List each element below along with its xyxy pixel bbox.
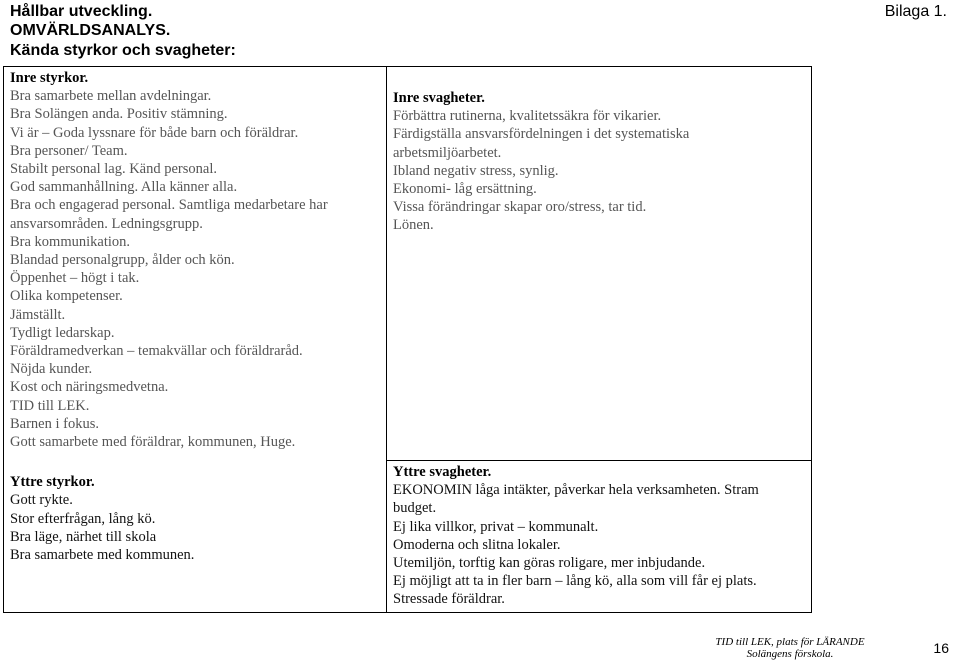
footer-name: Solängens förskola.	[746, 648, 834, 660]
inner-weaknesses-list	[393, 107, 805, 234]
list-item: Bra samarbete mellan avdelningar.	[10, 88, 212, 105]
list-item: Öppenhet – högt i tak.	[10, 270, 140, 287]
list-item: Färdigställa ansvarsfördelningen i det systematiska	[393, 126, 690, 143]
list-item: Bra och engagerad personal. Samtliga medarbetare har	[10, 197, 328, 214]
list-item: Bra läge, närhet till skola	[10, 528, 157, 545]
list-item: EKONOMIN låga intäkter, påverkar hela verksamheten. Stram	[393, 482, 759, 499]
list-item: Tydligt ledarskap.	[10, 324, 115, 341]
list-item: Stor efterfrågan, lång kö.	[10, 510, 156, 527]
list-item: Ej möjligt att ta in fler barn – lång kö, alla som vill får ej plats.	[393, 573, 757, 590]
list-item: Stressade föräldrar.	[393, 591, 505, 608]
list-item: Ekonomi- låg ersättning.	[393, 181, 537, 198]
list-item: Bra kommunikation.	[10, 233, 131, 250]
list-item: Olika kompetenser.	[10, 288, 123, 305]
list-item: Lönen.	[393, 217, 434, 234]
doc-subtitle: OMVÄRLDSANALYS.	[10, 22, 171, 39]
list-item: Förbättra rutinerna, kvalitetssäkra för vikarier.	[393, 108, 662, 125]
outer-weaknesses-title: Yttre svagheter.	[393, 464, 492, 480]
list-item: ansvarsområden. Ledningsgrupp.	[10, 215, 203, 232]
list-item: Bra Solängen anda. Positiv stämning.	[10, 106, 228, 123]
page-number: 16	[933, 640, 949, 656]
inner-strengths-list	[10, 87, 380, 451]
list-item: TID till LEK.	[10, 397, 90, 414]
list-item: Vissa förändringar skapar oro/stress, tar tid.	[393, 199, 647, 216]
section-heading: Kända styrkor och svagheter:	[10, 42, 236, 59]
list-item: Kost och näringsmedvetna.	[10, 379, 169, 396]
list-item: Blandad personalgrupp, ålder och kön.	[10, 252, 235, 269]
appendix-label: Bilaga 1.	[884, 3, 947, 20]
inner-weaknesses-title: Inre svagheter.	[393, 90, 485, 106]
outer-weaknesses-cell	[387, 461, 812, 613]
doc-title: Hållbar utveckling.	[10, 3, 153, 20]
list-item: Utemiljön, torftig kan göras roligare, mer inbjudande.	[393, 555, 706, 572]
strengths-cell	[4, 67, 387, 613]
list-item: Nöjda kunder.	[10, 361, 93, 378]
list-item: Jämställt.	[10, 306, 66, 323]
list-item: Bra personer/ Team.	[10, 142, 128, 159]
swot-table	[3, 66, 812, 613]
list-item: Föräldramedverkan – temakvällar och föräldraråd.	[10, 343, 303, 360]
list-item: Gott rykte.	[10, 492, 73, 509]
inner-weaknesses-cell	[387, 67, 812, 461]
footer-school	[710, 636, 870, 660]
list-item: Barnen i fokus.	[10, 415, 99, 432]
list-item: Ibland negativ stress, synlig.	[393, 162, 559, 179]
list-item: Omoderna och slitna lokaler.	[393, 536, 561, 553]
list-item: Stabilt personal lag. Känd personal.	[10, 161, 217, 178]
outer-strengths-title: Yttre styrkor.	[10, 474, 95, 491]
outer-strengths-list	[10, 491, 380, 564]
list-item: Gott samarbete med föräldrar, kommunen, Huge.	[10, 434, 296, 451]
footer-slogan: TID till LEK, plats för LÄRANDE	[715, 636, 865, 648]
inner-strengths-title: Inre styrkor.	[10, 70, 89, 86]
list-item: Ej lika villkor, privat – kommunalt.	[393, 518, 599, 535]
list-item: God sammanhållning. Alla känner alla.	[10, 179, 238, 196]
list-item: Bra samarbete med kommunen.	[10, 547, 195, 564]
outer-weaknesses-list	[393, 481, 805, 608]
list-item: arbetsmiljöarbetet.	[393, 144, 502, 161]
list-item: Vi är – Goda lyssnare för både barn och föräldrar.	[10, 124, 299, 141]
list-item: budget.	[393, 500, 437, 517]
